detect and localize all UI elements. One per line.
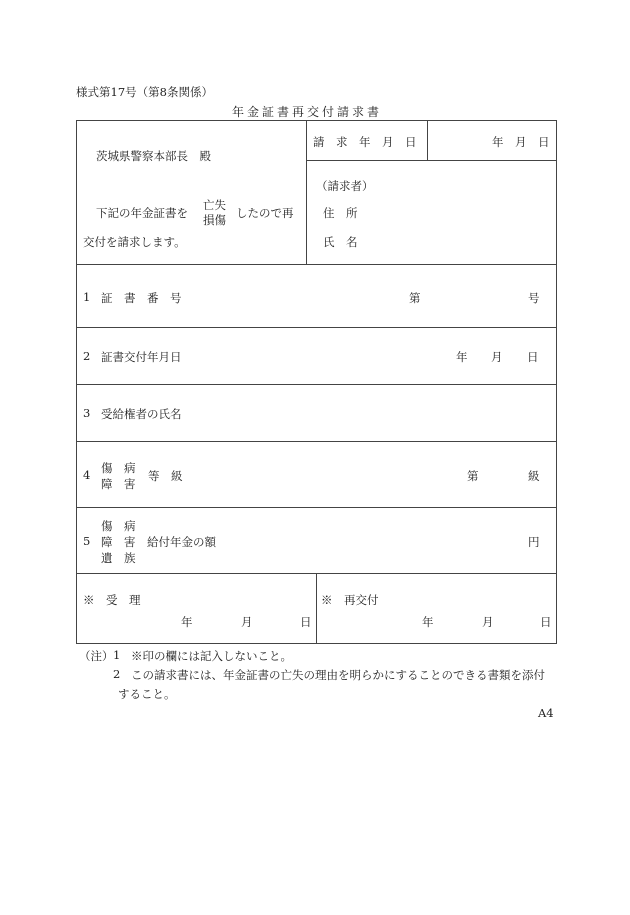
issue-date-label: 証書交付年月日 (101, 350, 182, 364)
row-divider (76, 507, 557, 508)
office-column-divider (316, 573, 317, 643)
grade-label: 等 級 (148, 469, 183, 483)
note-2-line2: すること。 (118, 687, 176, 701)
recipient-name-field[interactable] (200, 399, 550, 421)
row-divider (76, 327, 557, 328)
requester-heading: （請求者） (316, 179, 374, 193)
column-divider (306, 120, 307, 264)
row-divider (76, 264, 557, 265)
receipt-label: ※ 受 理 (83, 593, 141, 607)
reissue-month: 月 (482, 615, 494, 629)
item-number: 2 (83, 349, 91, 363)
amount-unit: 円 (528, 535, 540, 549)
notes-heading: （注） (79, 649, 114, 663)
cert-number-label: 証 書 番 号 (101, 291, 182, 305)
item-number: 4 (83, 468, 91, 482)
row-divider (76, 384, 557, 385)
option-lost[interactable]: 亡失 (203, 198, 226, 212)
requester-name-field[interactable] (370, 225, 550, 245)
table-border-left (76, 120, 77, 644)
grade-type-disability: 障 害 (101, 477, 136, 491)
issue-date-year: 年 (456, 350, 468, 364)
amount-label: 給付年金の額 (147, 535, 216, 549)
request-date-field[interactable]: 年 月 日 (492, 135, 550, 149)
cert-number-field[interactable] (425, 283, 523, 305)
amount-field[interactable] (260, 527, 522, 549)
page-title: 年金証書再交付請求書 (232, 105, 383, 119)
addressee: 茨城県警察本部長 殿 (96, 149, 211, 163)
grade-field[interactable] (483, 461, 523, 483)
requester-name-label: 氏 名 (323, 235, 358, 249)
requester-address-field[interactable] (370, 196, 550, 216)
grade-suffix: 級 (528, 469, 540, 483)
statement-line2: 交付を請求します。 (83, 235, 186, 249)
table-border-top (76, 120, 557, 121)
requester-address-label: 住 所 (323, 206, 358, 220)
reissue-day: 日 (540, 615, 552, 629)
recipient-name-label: 受給権者の氏名 (101, 407, 182, 421)
amount-type-survivor: 遺 族 (101, 551, 136, 565)
amount-type-disability: 障 害 (101, 535, 136, 549)
note-1: ※印の欄には記入しないこと。 (131, 649, 292, 663)
note-2-number: 2 (113, 667, 121, 681)
statement-prefix: 下記の年金証書を (96, 206, 188, 220)
issue-date-month: 月 (491, 350, 503, 364)
row-divider (76, 441, 557, 442)
grade-type-injury: 傷 病 (101, 461, 136, 475)
request-date-label: 請 求 年 月 日 (313, 135, 417, 149)
paper-size: A4 (538, 706, 554, 720)
date-row-divider (306, 160, 557, 161)
issue-date-field[interactable] (410, 342, 550, 364)
note-1-number: 1 (113, 648, 121, 662)
option-damaged[interactable]: 損傷 (203, 213, 226, 227)
receipt-month: 月 (241, 615, 253, 629)
amount-type-injury: 傷 病 (101, 519, 136, 533)
grade-prefix: 第 (467, 469, 479, 483)
item-number: 5 (83, 534, 91, 548)
table-border-right (556, 120, 557, 644)
receipt-year: 年 (181, 615, 193, 629)
item-number: 1 (83, 290, 91, 304)
cert-number-prefix: 第 (409, 291, 421, 305)
reissue-year: 年 (422, 615, 434, 629)
item-number: 3 (83, 406, 91, 420)
statement-suffix: したので再 (236, 206, 294, 220)
table-border-bottom (76, 643, 557, 644)
date-column-divider (427, 120, 428, 160)
receipt-day: 日 (300, 615, 312, 629)
issue-date-day: 日 (527, 350, 539, 364)
cert-number-suffix: 号 (528, 291, 540, 305)
reissue-label: ※ 再交付 (321, 593, 379, 607)
note-2-line1: この請求書には、年金証書の亡失の理由を明らかにすることのできる書類を添付 (131, 668, 545, 682)
form-number: 様式第17号（第8条関係） (76, 85, 213, 99)
